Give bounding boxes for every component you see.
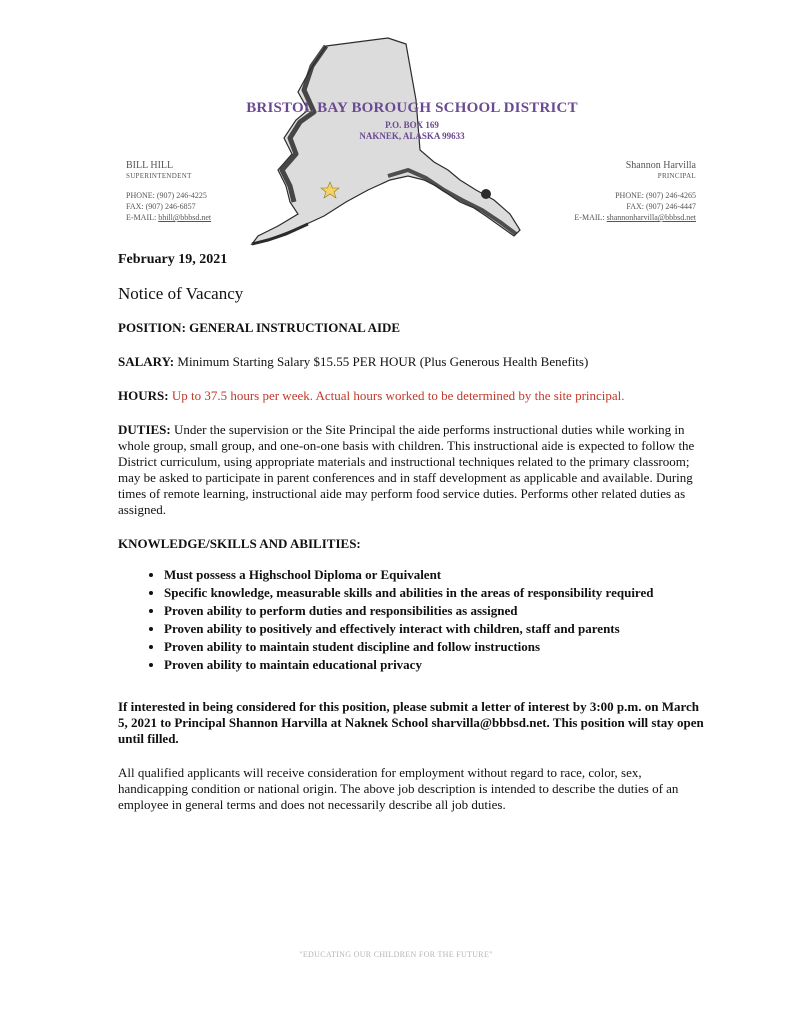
- skills-heading: KNOWLEDGE/SKILLS AND ABILITIES:: [118, 536, 361, 551]
- hours-line: [118, 388, 708, 404]
- eeo-statement: All qualified applicants will receive consideration for employment without regard to race, color, sex, handicapping condition or national origin. The above job description is intended to describe the duties of an employee in general terms and does not necessarily describe all job duties.: [118, 765, 679, 812]
- superintendent-email-link[interactable]: bhill@bbbsd.net: [158, 213, 212, 222]
- notice-heading: Notice of Vacancy: [118, 284, 244, 303]
- notice-date: February 19, 2021: [118, 252, 228, 267]
- salary-text: Minimum Starting Salary $15.55 PER HOUR (Plus Generous Health Benefits): [174, 354, 589, 369]
- list-item: • Proven ability to maintain educational privacy: [164, 656, 708, 673]
- district-name: BRISTOL BAY BOROUGH SCHOOL DISTRICT: [246, 100, 578, 116]
- principal-title: PRINCIPAL: [657, 172, 696, 180]
- superintendent-email-label: E-MAIL:: [126, 213, 159, 222]
- principal-email-link[interactable]: shannonharvilla@bbbsd.net: [606, 213, 696, 222]
- superintendent-phone: PHONE: (907) 246-4225: [126, 191, 207, 200]
- principal-fax: FAX: (907) 246-4447: [626, 202, 696, 211]
- district-po-box: P.O. BOX 169: [385, 120, 439, 130]
- hours-text: Up to 37.5 hours per week. Actual hours worked to be determined by the site principal.: [168, 388, 625, 403]
- superintendent-name: BILL HILL: [126, 160, 174, 171]
- district-city: NAKNEK, ALASKA 99633: [359, 131, 465, 141]
- duties-paragraph: [118, 422, 708, 518]
- list-item: • Specific knowledge, measurable skills and abilities in the areas of responsibility required: [164, 584, 708, 601]
- superintendent-title: SUPERINTENDENT: [126, 172, 192, 180]
- duties-label: DUTIES:: [118, 422, 171, 437]
- hours-label: HOURS:: [118, 388, 169, 403]
- superintendent-fax: FAX: (907) 246-6857: [126, 202, 196, 211]
- skills-list: [118, 566, 708, 673]
- list-item: • Proven ability to perform duties and responsibilities as assigned: [164, 602, 708, 619]
- position-line: POSITION: GENERAL INSTRUCTIONAL AIDE: [118, 320, 401, 335]
- principal-contact: [574, 160, 696, 223]
- list-item: • Proven ability to positively and effectively interact with children, staff and parents: [164, 620, 708, 637]
- principal-phone: PHONE: (907) 246-4265: [615, 191, 696, 200]
- principal-name: Shannon Harvilla: [625, 160, 696, 171]
- application-instructions: If interested in being considered for this position, please submit a letter of interest by 3:00 p.m. on March 5, 2021 to Principal Shannon Harvilla at Naknek School sharvilla@bbbsd.net. This position will stay open until filled.: [118, 699, 704, 746]
- principal-email-label: E-MAIL:: [574, 213, 607, 222]
- vacancy-notice: [118, 252, 708, 813]
- duties-text: Under the supervision or the Site Principal the aide performs instructional duties while working in whole group, small group, and one-on-one basis with children. This instructional aide is expected to follow the District curriculum, using appropriate materials and instructional techniques related to the primary classroom; may be asked to participate in parent conferences and in staff development as applicable and available. During times of remote learning, instructional aide may perform food service duties. Performs other related duties as assigned.: [118, 422, 695, 517]
- list-item: • Must possess a Highschool Diploma or Equivalent: [164, 566, 708, 583]
- footer-motto: "EDUCATING OUR CHILDREN FOR THE FUTURE": [299, 950, 493, 959]
- salary-label: SALARY:: [118, 354, 175, 369]
- superintendent-contact: [126, 160, 211, 223]
- list-item: • Proven ability to maintain student discipline and follow instructions: [164, 638, 708, 655]
- salary-line: [118, 354, 708, 370]
